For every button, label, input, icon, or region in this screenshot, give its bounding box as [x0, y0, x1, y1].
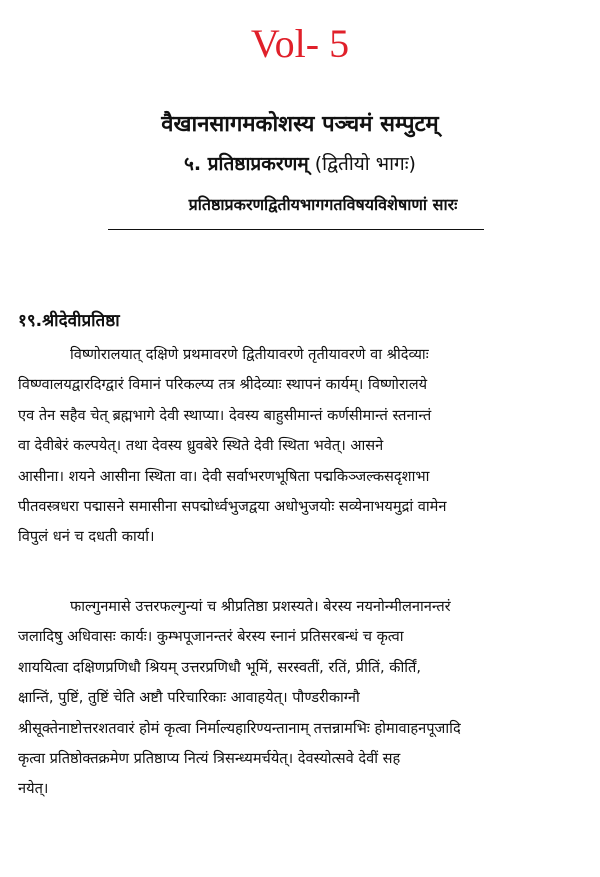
chapter-part: (द्वितीयो भागः): [314, 153, 416, 175]
paragraph-2: [18, 592, 584, 805]
paragraph-line: कृत्वा प्रतिष्ठोक्तक्रमेण प्रतिष्ठाप्य नित्यं त्रिसन्ध्यमर्चयेत्। देवस्योत्सवे देवीं सह: [18, 750, 401, 768]
paragraph-line: विष्णोरालयात् दक्षिणे प्रथमावरणे द्वितीयावरणे तृतीयावरणे वा श्रीदेव्याः: [70, 346, 429, 363]
paragraph-line: फाल्गुनमासे उत्तरफल्गुन्यां च श्रीप्रतिष्ठा प्रशस्यते। बेरस्य नयनोन्मीलनानन्तरं: [70, 598, 451, 615]
paragraph-line: विष्ण्वालयद्वारदिग्द्वारं विमानं परिकल्प्य तत्र श्रीदेव्याः स्थापनं कार्यम्। विष्णोरालये: [18, 376, 428, 394]
paragraph-line: विपुलं धनं च दधती कार्या।: [18, 528, 155, 546]
paragraph-line: आसीना। शयने आसीना स्थिता वा। देवी सर्वाभरणभूषिता पद्मकिञ्जल्कसदृशाभा: [18, 467, 430, 485]
paragraph-line: वा देवीबेरं कल्पयेत्। तथा देवस्य ध्रुवबेरे स्थिते देवी स्थिता भवेत्। आसने: [18, 437, 384, 455]
book-title: वैखानसागमकोशस्य पञ्चमं सम्पुटम्: [161, 112, 439, 137]
paragraph-line: नयेत्।: [18, 780, 49, 798]
paragraph-line: एव तेन सहैव चेत् ब्रह्मभागे देवी स्थाप्या। देवस्य बाहुसीमान्तं कर्णसीमान्तं स्तनान्तं: [18, 406, 432, 424]
volume-label: Vol- 5: [250, 21, 350, 66]
paragraph-line: श्रीसूक्तेनाष्टोत्तरशतवारं होमं कृत्वा निर्माल्यहारिण्यन्तानाम् तत्तन्नामभिः होमावाहनपूजादि: [18, 719, 461, 737]
paragraph-1: [18, 340, 584, 553]
paragraph-line: शाययित्वा दक्षिणप्रणिधौ श्रियम् उत्तरप्रणिधौ भूमिं, सरस्वतीं, रतिं, प्रीतिं, कीर्तिं,: [18, 658, 421, 676]
section-heading: १९.श्रीदेवीप्रतिष्ठा: [18, 311, 120, 331]
summary-underline: [108, 229, 484, 230]
paragraph-line: जलादिषु अधिवासः कार्यः। कुम्भपूजानन्तरं बेरस्य स्नानं प्रतिसरबन्धं च कृत्वा: [18, 628, 404, 646]
summary-heading: प्रतिष्ठाप्रकरणद्वितीयभागगतविषयविशेषाणां सारः: [188, 195, 458, 214]
chapter-name: ५. प्रतिष्ठाप्रकरणम्: [184, 153, 309, 175]
chapter-subtitle: [0, 148, 600, 180]
paragraph-line: क्षान्तिं, पुष्टिं, तुष्टिं चेति अष्टौ परिचारिकाः आवाहयेत्। पौण्डरीकाग्नौ: [18, 689, 360, 707]
paragraph-line: पीतवस्त्रधरा पद्मासने समासीना सपद्मोर्ध्वभुजद्वया अधोभुजयोः सव्येनाभयमुद्रां वामेन: [18, 498, 447, 516]
